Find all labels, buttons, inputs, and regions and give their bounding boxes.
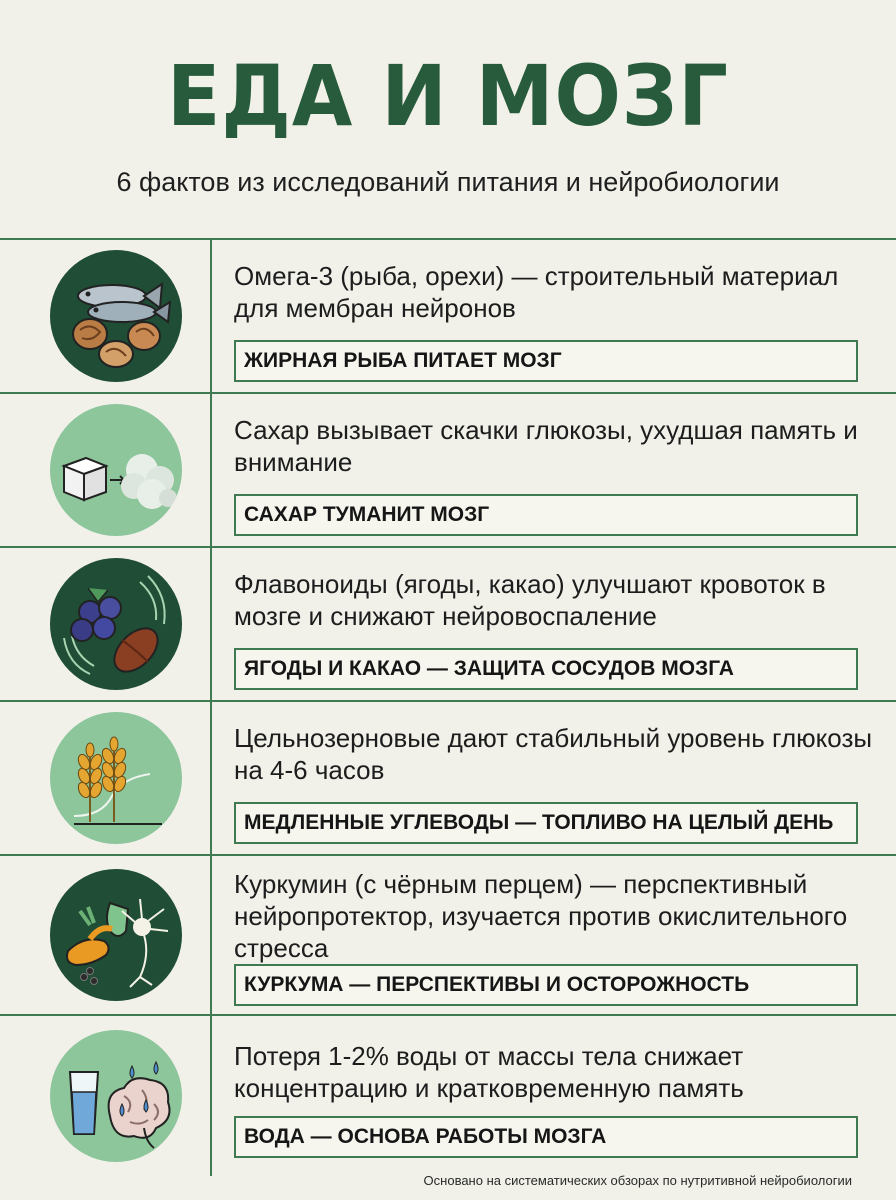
fact-row-omega3 [0, 240, 896, 394]
icon-cell [0, 856, 212, 1014]
fish-walnut-icon [50, 250, 182, 382]
fact-text-cell [234, 394, 856, 546]
fact-text-cell [234, 240, 856, 392]
fact-description: Цельнозерновые дают стабильный уровень глюкозы на 4-6 часов [234, 723, 873, 785]
fact-description: Потеря 1-2% воды от массы тела снижает концентрацию и кратковременную память [234, 1041, 744, 1103]
fact-description: Омега-3 (рыба, орехи) — строительный материал для мембран нейронов [234, 261, 839, 323]
footer-note: Основано на систематических обзорах по нутритивной нейробиологии [423, 1173, 852, 1188]
fact-row-wholegrain [0, 702, 896, 856]
fact-tag: ЖИРНАЯ РЫБА ПИТАЕТ МОЗГ [234, 340, 858, 382]
berries-cocoa-icon [50, 558, 182, 690]
icon-cell [0, 394, 212, 546]
icon-cell [0, 240, 212, 392]
turmeric-neuron-icon [50, 869, 182, 1001]
fact-tag: ЯГОДЫ И КАКАО — ЗАЩИТА СОСУДОВ МОЗГА [234, 648, 858, 690]
fact-tag: ВОДА — ОСНОВА РАБОТЫ МОЗГА [234, 1116, 858, 1158]
fact-text-cell [234, 856, 856, 1014]
fact-row-curcumin [0, 856, 896, 1016]
facts-list [0, 238, 896, 1176]
fact-tag: КУРКУМА — ПЕРСПЕКТИВЫ И ОСТОРОЖНОСТЬ [234, 964, 858, 1006]
fact-text-cell [234, 702, 873, 854]
page-subtitle: 6 фактов из исследований питания и нейробиологии [116, 167, 780, 197]
icon-cell [0, 1016, 212, 1176]
fact-tag: САХАР ТУМАНИТ МОЗГ [234, 494, 858, 536]
fact-description: Сахар вызывает скачки глюкозы, ухудшая память и внимание [234, 415, 858, 477]
fact-row-sugar [0, 394, 896, 548]
fact-text-cell [234, 548, 856, 700]
fact-text-cell [234, 1016, 856, 1176]
fact-row-flavonoids [0, 548, 896, 702]
icon-cell [0, 548, 212, 700]
fact-description: Куркумин (с чёрным перцем) — перспективный нейропротектор, изучается против окислительного стресса [234, 869, 848, 963]
sugar-cube-fog-icon [50, 404, 182, 536]
fact-description: Флавоноиды (ягоды, какао) улучшают кровоток в мозге и снижают нейровоспаление [234, 569, 826, 631]
header [0, 0, 896, 238]
fact-tag: МЕДЛЕННЫЕ УГЛЕВОДЫ — ТОПЛИВО НА ЦЕЛЫЙ ДЕНЬ [234, 802, 858, 844]
icon-cell [0, 702, 212, 854]
wheat-graph-icon [50, 712, 182, 844]
page-title: ЕДА И МОЗГ [167, 47, 729, 145]
fact-row-water [0, 1016, 896, 1176]
water-brain-icon [50, 1030, 182, 1162]
